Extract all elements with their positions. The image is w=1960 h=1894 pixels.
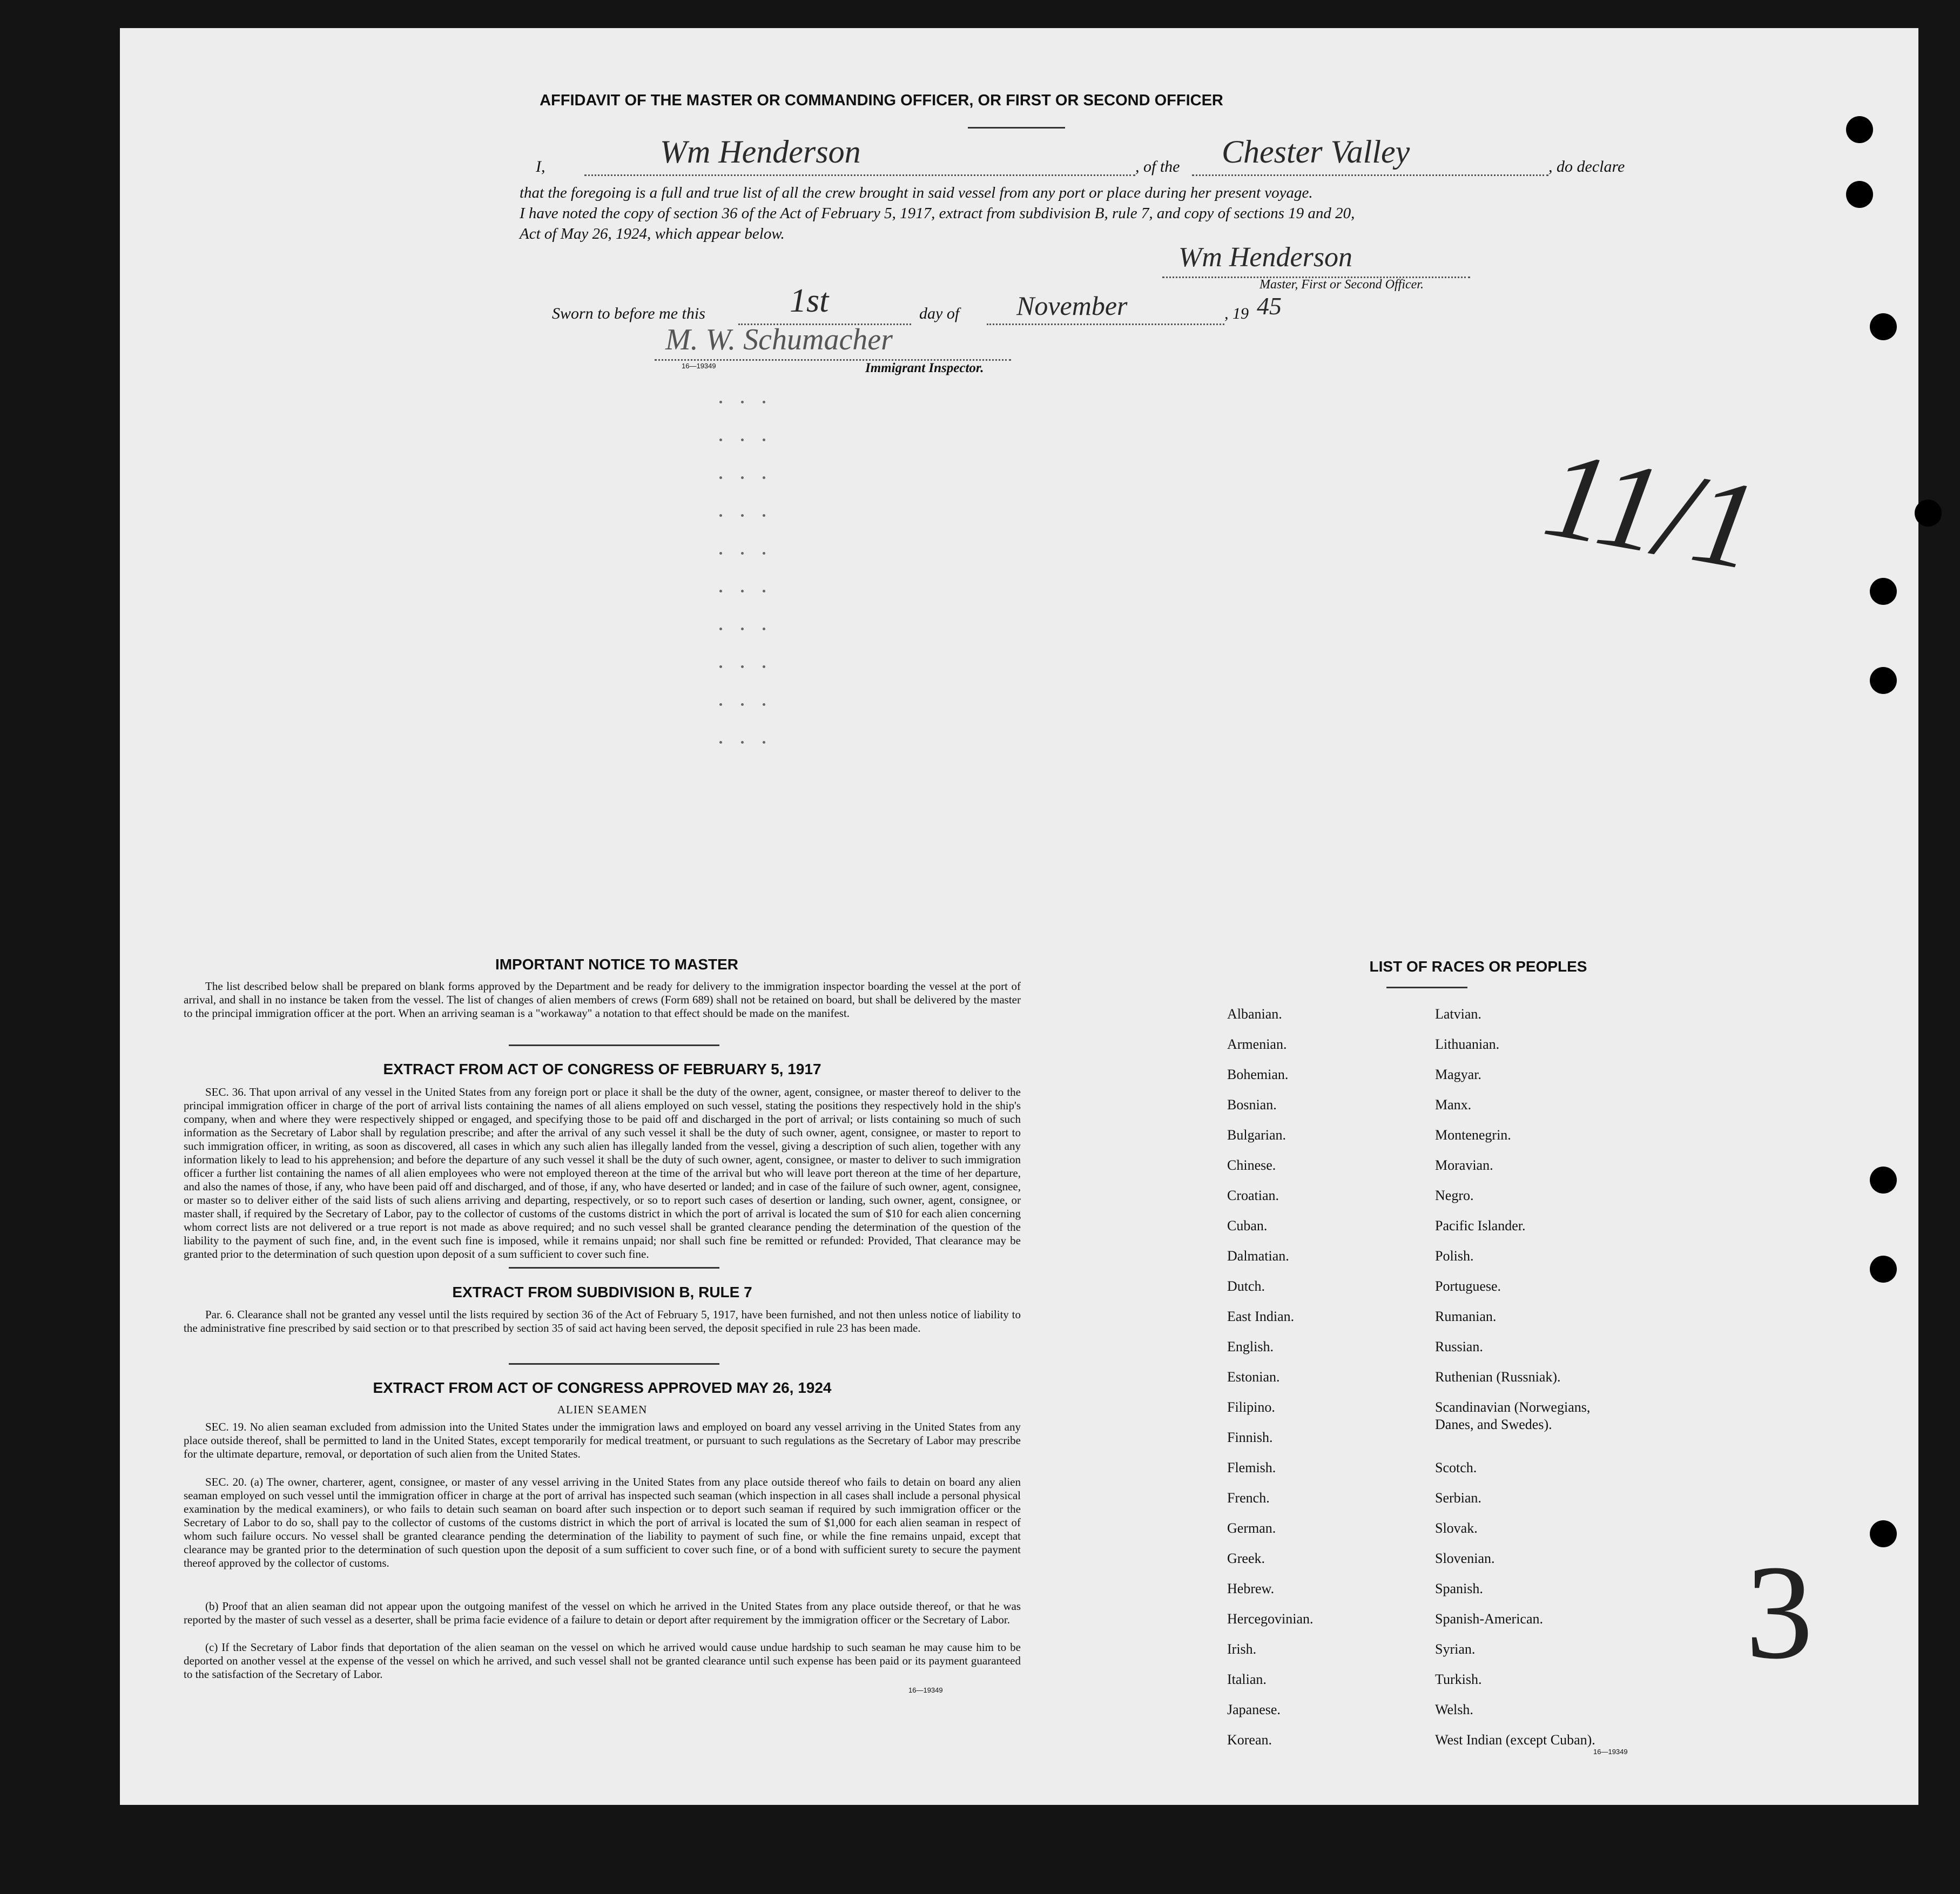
race-item: Spanish.: [1435, 1581, 1483, 1596]
race-item: German.: [1227, 1520, 1276, 1536]
race-item: Turkish.: [1435, 1671, 1482, 1687]
sworn-month-line: [987, 322, 1224, 325]
race-item: Greek.: [1227, 1551, 1265, 1566]
race-item: Dutch.: [1227, 1278, 1265, 1294]
binder-hole: [1870, 1520, 1897, 1547]
day-of-label: day of: [919, 305, 960, 322]
race-item: Slovenian.: [1435, 1551, 1495, 1566]
title-rule: [968, 127, 1065, 129]
race-item: Pacific Islander.: [1435, 1218, 1526, 1234]
signature-caption: Master, First or Second Officer.: [1259, 278, 1424, 292]
race-item: Hebrew.: [1227, 1581, 1275, 1596]
race-item: Japanese.: [1227, 1702, 1281, 1717]
master-signature-handwritten: Wm Henderson: [1178, 242, 1353, 273]
sworn-day-handwritten: 1st: [790, 282, 829, 319]
race-item: Manx.: [1435, 1097, 1472, 1113]
extract-1924-sec20a: SEC. 20. (a) The owner, charterer, agent, consignee, or master of any vessel arriving in the United States from any place outside thereof who fails to detain on board any alien seaman employed on such vessel until the immigration officer in charge at the port of arrival has inspected such seaman (which inspection in all cases shall include a personal physical examination by the medical examiners), or who fails to detain such seaman on board after such inspection or to deport such seaman if required by such immigration officer or the Secretary of Labor to do so, shall pay to the collector of customs of the customs district in which the port of arrival is located the sum of $1,000 for each alien seaman in respect of whom such failure occurs. No vessel shall be granted clearance pending the determination of the liability to payment of such fine, or while the fine remains unpaid, except that clearance may be granted prior to the determination of such question upon the deposit of a sum sufficient to cover such fine, or of a bond with sufficient surety to secure the payment thereof approved by the collector of customs.: [184, 1475, 1021, 1569]
master-name-handwritten: Wm Henderson: [660, 134, 861, 170]
race-item: Negro.: [1435, 1188, 1474, 1203]
race-item: Cuban.: [1227, 1218, 1268, 1234]
year-handwritten: 45: [1257, 292, 1282, 320]
race-item: Serbian.: [1435, 1490, 1481, 1506]
binder-hole: [1870, 1256, 1897, 1283]
extract-rule7-title: EXTRACT FROM SUBDIVISION B, RULE 7: [452, 1284, 752, 1300]
race-item: East Indian.: [1227, 1309, 1295, 1324]
race-item: Spanish-American.: [1435, 1611, 1544, 1627]
extract-1924-subtitle: ALIEN SEAMEN: [557, 1403, 648, 1416]
race-item: Irish.: [1227, 1641, 1257, 1657]
binder-hole: [1870, 313, 1897, 340]
race-item: Polish.: [1435, 1248, 1474, 1264]
race-item: Bohemian.: [1227, 1067, 1289, 1082]
affidavit-body-line2: I have noted the copy of section 36 of the Act of February 5, 1917, extract from subdivision B, rule 7, and copy of sections 19 and 20,: [520, 205, 1355, 222]
extract-1924-title: EXTRACT FROM ACT OF CONGRESS APPROVED MAY 26, 1924: [373, 1379, 832, 1396]
extract-1917-rule: [509, 1267, 719, 1269]
extract-1924-sec20c: (c) If the Secretary of Labor finds that deportation of the alien seaman on the vessel on which he arrived would cause undue hardship to such seaman he may cause him to be deported on another vessel at the expense of the vessel on which he arrived, and such vessel shall not be granted clearance until such expense has been paid or its payment guaranteed to the satisfaction of the Secretary of Labor.: [184, 1641, 1021, 1681]
vessel-name-line: [1192, 173, 1548, 176]
race-item: Lithuanian.: [1435, 1036, 1500, 1052]
race-item: Bulgarian.: [1227, 1127, 1287, 1143]
extract-1917-title: EXTRACT FROM ACT OF CONGRESS OF FEBRUARY 5, 1917: [383, 1061, 821, 1077]
race-item: Italian.: [1227, 1671, 1267, 1687]
race-item: Scandinavian (Norwegians, Danes, and Swedes).: [1435, 1399, 1591, 1432]
race-item: Korean.: [1227, 1732, 1272, 1748]
race-item: Filipino.: [1227, 1399, 1275, 1415]
extract-1917-text: SEC. 36. That upon arrival of any vessel in the United States from any foreign port or place it shall be the duty of the owner, agent, consignee, or master thereof to deliver to the principal immigration officer in charge of the port of arrival lists containing the names of all aliens employed on such vessel, stating the positions they respectively hold in the ship's company, when and where they were respectively shipped or engaged, and specifying those to be paid off and discharged in the port of arrival; or lists containing so much of such information as the Secretary of Labor shall by regulation prescribe; and after the arrival of any such vessel it shall be the duty of such owner, agent, consignee, or master to report to such immigration officer, in writing, as soon as discovered, all cases in which any such alien has illegally landed from the vessel, giving a description of such alien, together with any information likely to lead to his apprehension; and before the departure of any such vessel it shall be the duty of such owner, agent, consignee, or master to deliver to such immigration officer a further list containing the names of all alien employees who were not employed thereon at the time of the arrival but who will leave port thereon at the time of her departure, and also the names of those, if any, who have been paid off and discharged, and of those, if any, who have deserted or landed; and in case of the failure of such owner, agent, consignee, or master so to deliver either of the said lists of such aliens arriving and departing, respectively, or so to report such cases of desertion or landing, such owner, agent, consignee, or master shall, if required by the Secretary of Labor, pay to the collector of customs of the customs district in which the port of arrival is located the sum of $10 for each alien concerning whom correct lists are not delivered or a true report is not made as above required; and no such vessel shall be granted clearance pending the determination of the question of the liability to the payment of such fine, and, in the event such fine is imposed, while it remains unpaid; nor shall such fine be remitted or refunded: Provided, That clearance may be granted prior to the determination of such question upon deposit of a sum sufficient to cover such fine.: [184, 1086, 1021, 1261]
race-item: Hercegovinian.: [1227, 1611, 1314, 1627]
vessel-name-handwritten: Chester Valley: [1222, 134, 1410, 170]
affidavit-title: AFFIDAVIT OF THE MASTER OR COMMANDING OFFICER, OR FIRST OR SECOND OFFICER: [540, 92, 1223, 109]
extract-1924-sec20b: (b) Proof that an alien seaman did not appear upon the outgoing manifest of the vessel on which he arrived in the United States from any place outside thereof, or that he was reported by the master of such vessel as a deserter, shall be prima facie evidence of a failure to detain or deport after requirement by the immigration officer or the Secretary of Labor.: [184, 1600, 1021, 1626]
race-item: Ruthenian (Russniak).: [1435, 1369, 1561, 1385]
inspector-signature-handwritten: M. W. Schumacher: [665, 323, 893, 356]
race-item: Latvian.: [1435, 1006, 1481, 1022]
extract-rule7-text: Par. 6. Clearance shall not be granted any vessel until the lists required by section 36 of the Act of February 5, 1917, have been furnished, and not then unless notice of liability to the administrative fine prescribed by said section or to that prescribed by section 35 of said act having been served, the deposit specified in rule 23 has been made.: [184, 1308, 1021, 1334]
affidavit-body-line1: that the foregoing is a full and true list of all the crew brought in said vessel from any port or place during her present voyage.: [520, 184, 1313, 201]
form-page: [120, 28, 1918, 1805]
sworn-label: Sworn to before me this: [552, 305, 705, 322]
fraction-mark-handwritten: 11/1: [1535, 423, 1768, 597]
race-item: Portuguese.: [1435, 1278, 1501, 1294]
binder-hole: [1870, 667, 1897, 694]
binder-hole: [1846, 181, 1873, 208]
race-item: Chinese.: [1227, 1157, 1276, 1173]
race-item: Bosnian.: [1227, 1097, 1277, 1113]
race-item: Finnish.: [1227, 1430, 1273, 1445]
race-item: Rumanian.: [1435, 1309, 1497, 1324]
race-item: Magyar.: [1435, 1067, 1481, 1082]
binder-hole: [1870, 578, 1897, 605]
race-item: Syrian.: [1435, 1641, 1476, 1657]
race-item: Croatian.: [1227, 1188, 1279, 1203]
race-item: Slovak.: [1435, 1520, 1478, 1536]
race-item: Albanian.: [1227, 1006, 1282, 1022]
affidavit-body-line3: Act of May 26, 1924, which appear below.: [520, 225, 785, 242]
race-item: Welsh.: [1435, 1702, 1473, 1717]
binder-hole: [1846, 116, 1873, 143]
year-prefix: , 19: [1224, 305, 1249, 322]
binder-hole: [1915, 500, 1942, 527]
master-name-line: [584, 173, 1135, 176]
race-item: Russian.: [1435, 1339, 1483, 1354]
page-number-handwritten: 3: [1746, 1538, 1813, 1687]
race-item: West Indian (except Cuban).: [1435, 1732, 1595, 1748]
race-item: Montenegrin.: [1435, 1127, 1511, 1143]
inspector-caption: Immigrant Inspector.: [865, 361, 984, 375]
binder-hole: [1870, 1167, 1897, 1194]
race-item: Moravian.: [1435, 1157, 1493, 1173]
extract-1924-form-number: 16—19349: [908, 1686, 943, 1694]
races-rule: [1386, 987, 1467, 988]
of-the-label: , of the: [1135, 158, 1180, 176]
do-declare-label: , do declare: [1548, 158, 1625, 176]
notice-text: The list described below shall be prepared on blank forms approved by the Department and be ready for delivery to the immigration inspector boarding the vessel at the port of arrival, and shall in no instance be taken from the vessel. The list of changes of alien members of crews (Form 689) shall not be retained on board, but shall be delivered by the master to the principal immigration officer at the port. When an arriving seaman is a "workaway" a notation to that effect should be made on the manifest.: [184, 980, 1021, 1020]
sworn-month-handwritten: November: [1016, 291, 1128, 321]
race-item: Flemish.: [1227, 1460, 1276, 1475]
races-form-number: 16—19349: [1593, 1748, 1628, 1756]
extract-1924-sec19: SEC. 19. No alien seaman excluded from admission into the United States under the immigration laws and employed on board any vessel arriving in the United States from any place outside thereof, shall be permitted to land in the United States, except temporarily for medical treatment, or pursuant to such regulations as the Secretary of Labor may prescribe for the ultimate departure, removal, or deportation of such alien from the United States.: [184, 1420, 1021, 1460]
race-item: Armenian.: [1227, 1036, 1287, 1052]
form-number-top: 16—19349: [682, 362, 716, 370]
race-item: Dalmatian.: [1227, 1248, 1289, 1264]
affidavit-body: [520, 183, 1665, 244]
race-item: Estonian.: [1227, 1369, 1280, 1385]
races-title: LIST OF RACES OR PEOPLES: [1369, 958, 1587, 975]
notice-rule: [509, 1044, 719, 1046]
notice-title: IMPORTANT NOTICE TO MASTER: [495, 956, 739, 973]
i-label: I,: [536, 158, 545, 176]
race-item: English.: [1227, 1339, 1274, 1354]
race-item: French.: [1227, 1490, 1270, 1506]
extract-rule7-rule: [509, 1363, 719, 1365]
race-item: Scotch.: [1435, 1460, 1477, 1475]
